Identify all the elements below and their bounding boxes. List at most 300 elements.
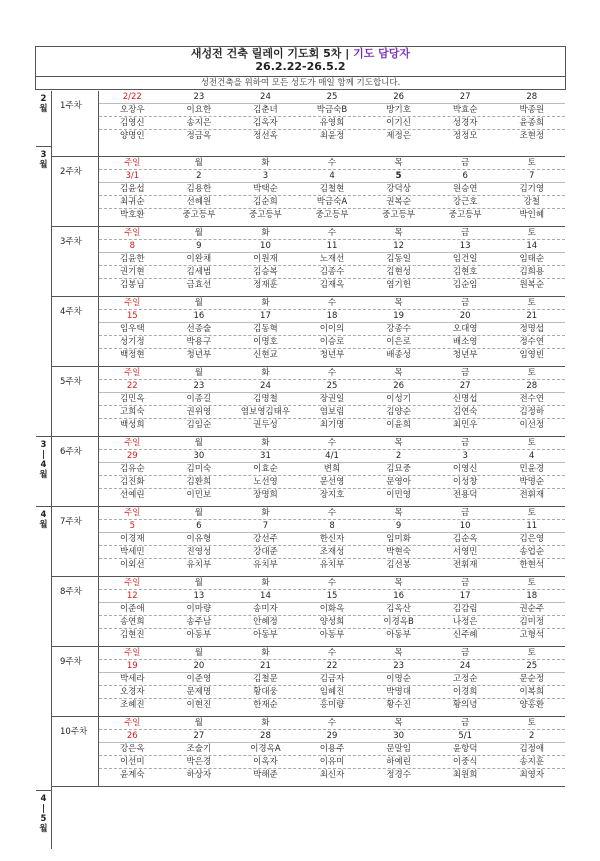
title-block bbox=[36, 47, 565, 77]
name-cell: 이화옥 bbox=[319, 604, 345, 614]
name-cell: 하예린 bbox=[386, 757, 411, 767]
weekday-header: 토 bbox=[527, 228, 536, 238]
name-cell: 최신자 bbox=[319, 770, 345, 780]
weekday-header: 수 bbox=[327, 158, 337, 168]
name-cell: 이옥자 bbox=[253, 757, 278, 767]
name-cell: 이영신 bbox=[452, 464, 478, 474]
name-cell: 강덕상 bbox=[386, 184, 411, 194]
name-row bbox=[99, 279, 565, 292]
date-cell: 21 bbox=[260, 661, 271, 671]
subtitle: 성전건축을 위하여 모든 성도가 매일 함께 기도합니다. bbox=[36, 77, 565, 90]
weekday-header: 금 bbox=[461, 648, 470, 658]
name-row bbox=[99, 463, 565, 476]
week-label: 4주차 bbox=[52, 297, 99, 366]
date-cell: 4 bbox=[529, 451, 535, 461]
name-cell: 고희숙 bbox=[119, 407, 145, 417]
name-cell: 송미자 bbox=[253, 604, 278, 614]
date-cell: 12 bbox=[393, 241, 405, 251]
name-cell: 최원희 bbox=[452, 770, 478, 780]
name-cell: 안혜정 bbox=[253, 617, 278, 627]
weekday-header: 주일 bbox=[124, 718, 141, 728]
name-cell: 김희용 bbox=[519, 267, 545, 277]
name-cell: 신주혜 bbox=[452, 630, 478, 640]
week-block bbox=[52, 507, 565, 577]
name-cell: 김선봉 bbox=[386, 560, 411, 570]
name-cell: 박효순 bbox=[452, 105, 478, 115]
date-cell: 4 bbox=[329, 171, 335, 181]
name-cell: 정선옥 bbox=[253, 131, 278, 141]
name-cell: 중고등부 bbox=[249, 210, 282, 220]
date-cell: 3 bbox=[462, 451, 468, 461]
name-cell: 문제명 bbox=[186, 687, 212, 697]
name-cell: 임영빈 bbox=[519, 350, 545, 360]
name-cell: 박명순 bbox=[519, 477, 545, 487]
name-row bbox=[99, 419, 565, 432]
name-cell: 김동혁 bbox=[253, 324, 278, 334]
weekday-header: 월 bbox=[194, 438, 203, 448]
name-cell: 이완채 bbox=[186, 254, 212, 264]
week-block bbox=[52, 367, 565, 437]
date-cell: 19 bbox=[126, 661, 138, 671]
name-cell: 유영희 bbox=[319, 118, 345, 128]
month-label: 4 | 5 월 bbox=[39, 794, 48, 834]
date-cell: 19 bbox=[393, 311, 405, 321]
name-cell: 백정현 bbox=[119, 350, 145, 360]
weekday-header-row bbox=[99, 157, 565, 170]
weekday-header: 수 bbox=[327, 508, 337, 518]
name-cell: 정명섭 bbox=[519, 324, 545, 334]
weekday-header: 화 bbox=[261, 368, 270, 378]
name-cell: 이승로 bbox=[319, 337, 345, 347]
week-label: 1주차 bbox=[52, 91, 99, 156]
weekday-header: 수 bbox=[327, 438, 337, 448]
weekday-header: 금 bbox=[461, 158, 470, 168]
name-cell: 염보림 bbox=[319, 407, 345, 417]
weekday-header: 화 bbox=[261, 508, 270, 518]
name-row bbox=[99, 699, 565, 712]
weekday-header: 토 bbox=[527, 158, 536, 168]
name-cell: 김철현 bbox=[319, 184, 345, 194]
name-cell: 문말임 bbox=[386, 744, 411, 754]
date-row bbox=[99, 590, 565, 603]
name-cell: 김미숙 bbox=[186, 464, 212, 474]
name-cell: 전용덕 bbox=[452, 490, 478, 500]
week-block bbox=[52, 227, 565, 297]
date-cell: 23 bbox=[193, 92, 205, 102]
name-row bbox=[99, 673, 565, 686]
weekday-header: 수 bbox=[327, 228, 337, 238]
weekday-header: 화 bbox=[261, 648, 270, 658]
weekday-header: 월 bbox=[194, 158, 203, 168]
date-row bbox=[99, 660, 565, 673]
name-cell: 강근호 bbox=[452, 197, 478, 207]
name-cell: 아동부 bbox=[253, 630, 278, 640]
name-cell: 이현진 bbox=[186, 700, 212, 710]
weekday-header: 목 bbox=[394, 718, 403, 728]
week-grid bbox=[99, 367, 565, 432]
week-grid bbox=[99, 647, 565, 712]
name-row bbox=[99, 393, 565, 406]
name-cell: 문영아 bbox=[386, 477, 411, 487]
name-cell: 김환희 bbox=[186, 477, 212, 487]
date-cell: 25 bbox=[326, 381, 338, 391]
name-cell: 청년부 bbox=[452, 350, 478, 360]
name-cell: 이경옥A bbox=[250, 744, 281, 754]
name-cell: 이성창 bbox=[452, 477, 478, 487]
name-cell: 전수연 bbox=[519, 394, 545, 404]
name-cell: 김유순 bbox=[119, 464, 145, 474]
name-cell: 임미화 bbox=[386, 534, 411, 544]
week-label: 6주차 bbox=[52, 437, 99, 506]
date-cell: 13 bbox=[459, 241, 471, 251]
date-cell: 2/22 bbox=[122, 92, 142, 102]
name-cell: 최기명 bbox=[319, 420, 345, 430]
name-row bbox=[99, 336, 565, 349]
date-cell: 29 bbox=[326, 731, 338, 741]
date-cell: 14 bbox=[526, 241, 538, 251]
weekday-header: 월 bbox=[194, 508, 203, 518]
week-block bbox=[52, 437, 565, 507]
name-cell: 문순정 bbox=[519, 674, 545, 684]
name-row bbox=[99, 546, 565, 559]
page-title bbox=[36, 48, 565, 61]
weekday-header: 주일 bbox=[124, 578, 141, 588]
date-row bbox=[99, 520, 565, 533]
name-cell: 중고등부 bbox=[382, 210, 416, 220]
date-cell: 25 bbox=[326, 92, 338, 102]
week-block bbox=[52, 717, 565, 787]
name-cell: 이경옥B bbox=[383, 617, 414, 627]
date-cell: 3/1 bbox=[125, 171, 140, 181]
name-cell: 윤계숙 bbox=[119, 770, 145, 780]
week-grid bbox=[99, 577, 565, 642]
name-cell: 김순옥 bbox=[452, 534, 478, 544]
name-cell: 강대준 bbox=[253, 547, 278, 557]
name-cell: 권복순 bbox=[386, 197, 411, 207]
name-cell: 송연희 bbox=[119, 617, 145, 627]
date-row bbox=[99, 170, 565, 183]
name-cell: 김민옥 bbox=[119, 394, 145, 404]
date-row bbox=[99, 730, 565, 743]
month-column bbox=[36, 91, 52, 849]
weekday-header-row bbox=[99, 717, 565, 730]
name-cell: 변희 bbox=[323, 464, 341, 474]
name-cell: 김옥자 bbox=[253, 118, 278, 128]
name-cell: 윤항덕 bbox=[452, 744, 478, 754]
week-label: 10주차 bbox=[52, 717, 99, 786]
weekday-header: 화 bbox=[261, 228, 270, 238]
name-cell: 박금숙B bbox=[316, 105, 348, 115]
weekday-header: 토 bbox=[527, 298, 536, 308]
date-cell: 17 bbox=[260, 311, 271, 321]
name-cell: 조재성 bbox=[319, 547, 345, 557]
weekday-header: 주일 bbox=[124, 508, 141, 518]
date-cell: 30 bbox=[193, 451, 205, 461]
date-cell: 7 bbox=[262, 521, 269, 531]
weekday-header: 월 bbox=[194, 578, 203, 588]
weekday-header: 금 bbox=[461, 368, 470, 378]
weekday-header: 금 bbox=[461, 508, 470, 518]
week-grid bbox=[99, 437, 565, 502]
name-cell: 아동부 bbox=[319, 630, 345, 640]
name-cell: 민윤경 bbox=[519, 464, 545, 474]
name-cell: 배소영 bbox=[452, 337, 478, 347]
name-cell: 김봉님 bbox=[119, 280, 145, 290]
name-cell: 이민영 bbox=[386, 490, 411, 500]
name-cell: 금효선 bbox=[186, 280, 212, 290]
weekday-header: 주일 bbox=[124, 368, 141, 378]
name-row bbox=[99, 476, 565, 489]
date-cell: 7 bbox=[529, 171, 535, 181]
name-cell: 김윤섭 bbox=[119, 184, 145, 194]
weekday-header: 토 bbox=[527, 438, 536, 448]
weekday-header: 월 bbox=[194, 228, 203, 238]
name-cell: 김현진 bbox=[119, 630, 145, 640]
week-block bbox=[52, 297, 565, 367]
weekday-header: 주일 bbox=[124, 438, 141, 448]
name-cell: 노선영 bbox=[253, 477, 278, 487]
name-cell: 윤종희 bbox=[519, 118, 545, 128]
name-cell: 김정애 bbox=[519, 744, 545, 754]
name-cell: 중고등부 bbox=[448, 210, 482, 220]
date-cell: 23 bbox=[193, 381, 205, 391]
date-cell: 9 bbox=[196, 241, 202, 251]
name-cell: 아동부 bbox=[186, 630, 212, 640]
name-cell: 이성기 bbox=[386, 394, 411, 404]
name-cell: 송지은 bbox=[186, 118, 212, 128]
week-grid bbox=[99, 717, 565, 782]
date-cell: 11 bbox=[326, 241, 338, 251]
name-cell: 김묘중 bbox=[386, 464, 411, 474]
name-cell: 정경수 bbox=[386, 770, 411, 780]
name-row bbox=[99, 196, 565, 209]
name-cell: 고정순 bbox=[452, 674, 478, 684]
name-cell: 임혜진 bbox=[319, 687, 345, 697]
name-row bbox=[99, 349, 565, 362]
name-row bbox=[99, 117, 565, 130]
week-block bbox=[52, 91, 565, 157]
weekday-header: 목 bbox=[394, 578, 403, 588]
date-cell: 22 bbox=[326, 661, 338, 671]
name-cell: 배종성 bbox=[386, 350, 411, 360]
weekday-header: 금 bbox=[461, 718, 470, 728]
name-cell: 유치부 bbox=[253, 560, 278, 570]
name-cell: 김임순 bbox=[186, 420, 212, 430]
name-cell: 강철 bbox=[523, 197, 540, 207]
name-cell: 황수진 bbox=[386, 700, 411, 710]
name-cell: 이명호 bbox=[253, 337, 278, 347]
name-cell: 김옥산 bbox=[386, 604, 411, 614]
week-grid bbox=[99, 227, 565, 292]
date-cell: 15 bbox=[126, 311, 138, 321]
name-cell: 이명순 bbox=[386, 674, 411, 684]
weekday-header-row bbox=[99, 577, 565, 590]
name-cell: 박세라 bbox=[119, 674, 145, 684]
date-cell: 3 bbox=[262, 171, 269, 181]
date-cell: 2 bbox=[395, 451, 402, 461]
date-cell: 14 bbox=[260, 591, 271, 601]
weekday-header: 금 bbox=[461, 228, 470, 238]
weekday-header: 주일 bbox=[124, 648, 141, 658]
date-cell: 26 bbox=[126, 731, 138, 741]
date-cell: 24 bbox=[260, 92, 271, 102]
name-cell: 김동일 bbox=[386, 254, 411, 264]
date-row bbox=[99, 240, 565, 253]
week-grid bbox=[99, 91, 565, 143]
date-cell: 21 bbox=[526, 311, 538, 321]
name-cell: 송주남 bbox=[186, 617, 212, 627]
name-row bbox=[99, 756, 565, 769]
name-row bbox=[99, 406, 565, 419]
date-cell: 27 bbox=[459, 381, 471, 391]
name-row bbox=[99, 686, 565, 699]
date-row bbox=[99, 91, 565, 104]
name-cell: 이유미 bbox=[319, 757, 345, 767]
name-cell: 박은경 bbox=[186, 757, 212, 767]
week-label: 8주차 bbox=[52, 577, 99, 646]
name-cell: 김현성 bbox=[386, 267, 411, 277]
name-cell: 정금옥 bbox=[186, 131, 212, 141]
weekday-header: 금 bbox=[461, 298, 470, 308]
name-cell: 박용구 bbox=[186, 337, 212, 347]
name-cell: 권기현 bbox=[119, 267, 145, 277]
name-cell: 김순임 bbox=[452, 280, 478, 290]
date-cell: 2 bbox=[196, 171, 202, 181]
weekday-header: 화 bbox=[261, 578, 270, 588]
weekday-header: 목 bbox=[394, 648, 403, 658]
name-cell: 김철문 bbox=[253, 674, 278, 684]
name-cell: 이효순 bbox=[253, 464, 278, 474]
name-cell: 방기호 bbox=[386, 105, 411, 115]
date-range: 26.2.22-26.5.2 bbox=[255, 59, 346, 73]
name-cell: 신현교 bbox=[253, 350, 278, 360]
name-cell: 청년부 bbox=[186, 350, 212, 360]
name-cell: 김진화 bbox=[119, 477, 145, 487]
name-cell: 양성희 bbox=[319, 617, 345, 627]
name-cell: 김연숙 bbox=[452, 407, 478, 417]
name-cell: 진영성 bbox=[186, 547, 212, 557]
weekday-header: 금 bbox=[461, 438, 470, 448]
name-cell: 조현정 bbox=[519, 131, 545, 141]
name-cell: 김영신 bbox=[119, 118, 145, 128]
date-cell: 4/1 bbox=[325, 451, 339, 461]
date-row bbox=[99, 310, 565, 323]
name-cell: 장지호 bbox=[319, 490, 345, 500]
name-cell: 정수연 bbox=[519, 337, 545, 347]
weekday-header-row bbox=[99, 297, 565, 310]
weekday-header: 주일 bbox=[124, 158, 141, 168]
weekday-header: 금 bbox=[461, 578, 470, 588]
name-cell: 아동부 bbox=[386, 630, 411, 640]
name-cell: 중고등부 bbox=[315, 210, 349, 220]
name-cell: 하상자 bbox=[186, 770, 212, 780]
date-cell: 6 bbox=[462, 171, 468, 181]
name-cell: 선혜원 bbox=[186, 197, 212, 207]
name-cell: 전휘재 bbox=[452, 560, 478, 570]
name-cell: 임우택 bbox=[119, 324, 145, 334]
name-row bbox=[99, 253, 565, 266]
name-cell: 나정은 bbox=[452, 617, 478, 627]
name-cell: 제정은 bbox=[386, 131, 411, 141]
name-cell: 권두성 bbox=[253, 420, 278, 430]
name-cell: 중고등부 bbox=[182, 210, 216, 220]
date-cell: 20 bbox=[193, 661, 205, 671]
weekday-header: 수 bbox=[327, 578, 337, 588]
weekday-header: 화 bbox=[261, 158, 270, 168]
month-label: 2 월 bbox=[36, 91, 51, 147]
weekday-header: 월 bbox=[194, 298, 203, 308]
name-cell: 김금자 bbox=[319, 674, 345, 684]
date-cell: 25 bbox=[526, 661, 538, 671]
weekday-header: 수 bbox=[327, 368, 337, 378]
date-cell: 29 bbox=[126, 451, 138, 461]
name-cell: 최윤정 bbox=[319, 131, 345, 141]
date-cell: 26 bbox=[393, 381, 405, 391]
name-cell: 오경자 bbox=[119, 687, 145, 697]
name-cell: 임건일 bbox=[452, 254, 478, 264]
name-row bbox=[99, 130, 565, 143]
name-row bbox=[99, 104, 565, 117]
name-row bbox=[99, 743, 565, 756]
date-row bbox=[99, 380, 565, 393]
weekday-header-row bbox=[99, 647, 565, 660]
date-cell: 10 bbox=[459, 521, 471, 531]
date-cell: 5/1 bbox=[458, 731, 473, 741]
name-row bbox=[99, 629, 565, 642]
weekday-header: 목 bbox=[394, 298, 403, 308]
name-cell: 원승연 bbox=[452, 184, 478, 194]
weekday-header: 목 bbox=[394, 158, 403, 168]
weekday-header: 화 bbox=[261, 298, 270, 308]
name-cell: 박금숙A bbox=[316, 197, 348, 207]
name-cell: 양홍환 bbox=[519, 700, 545, 710]
name-cell: 최영자 bbox=[519, 770, 545, 780]
name-cell: 김윤한 bbox=[119, 254, 145, 264]
name-cell: 이종길 bbox=[186, 394, 212, 404]
date-cell: 28 bbox=[526, 92, 538, 102]
name-row bbox=[99, 603, 565, 616]
weekday-header: 토 bbox=[527, 368, 536, 378]
title-text: 새성전 건축 릴레이 기도회 5차 | bbox=[190, 47, 354, 60]
date-cell: 5 bbox=[395, 171, 402, 181]
name-cell: 강선주 bbox=[253, 534, 278, 544]
weekday-header: 화 bbox=[261, 438, 270, 448]
weekday-header-row bbox=[99, 367, 565, 380]
name-cell: 장권일 bbox=[319, 394, 345, 404]
week-block bbox=[52, 647, 565, 717]
date-cell: 31 bbox=[260, 451, 271, 461]
weekday-header: 목 bbox=[394, 438, 403, 448]
name-cell: 이경재 bbox=[119, 534, 145, 544]
name-cell: 서영민 bbox=[452, 547, 478, 557]
name-cell: 권순주 bbox=[519, 604, 545, 614]
date-cell: 9 bbox=[395, 521, 402, 531]
name-cell: 최민우 bbox=[452, 420, 478, 430]
name-cell: 이외선 bbox=[119, 560, 145, 570]
weekday-header: 목 bbox=[394, 508, 403, 518]
name-cell: 이은로 bbox=[386, 337, 411, 347]
name-cell: 노재선 bbox=[319, 254, 345, 264]
date-cell: 17 bbox=[459, 591, 471, 601]
week-label: 9주차 bbox=[52, 647, 99, 716]
name-row bbox=[99, 616, 565, 629]
name-cell: 김감림 bbox=[452, 604, 478, 614]
name-cell: 박종원 bbox=[519, 105, 545, 115]
date-cell: 24 bbox=[459, 661, 471, 671]
weekday-header: 월 bbox=[194, 368, 203, 378]
name-row bbox=[99, 266, 565, 279]
date-cell: 26 bbox=[393, 92, 405, 102]
